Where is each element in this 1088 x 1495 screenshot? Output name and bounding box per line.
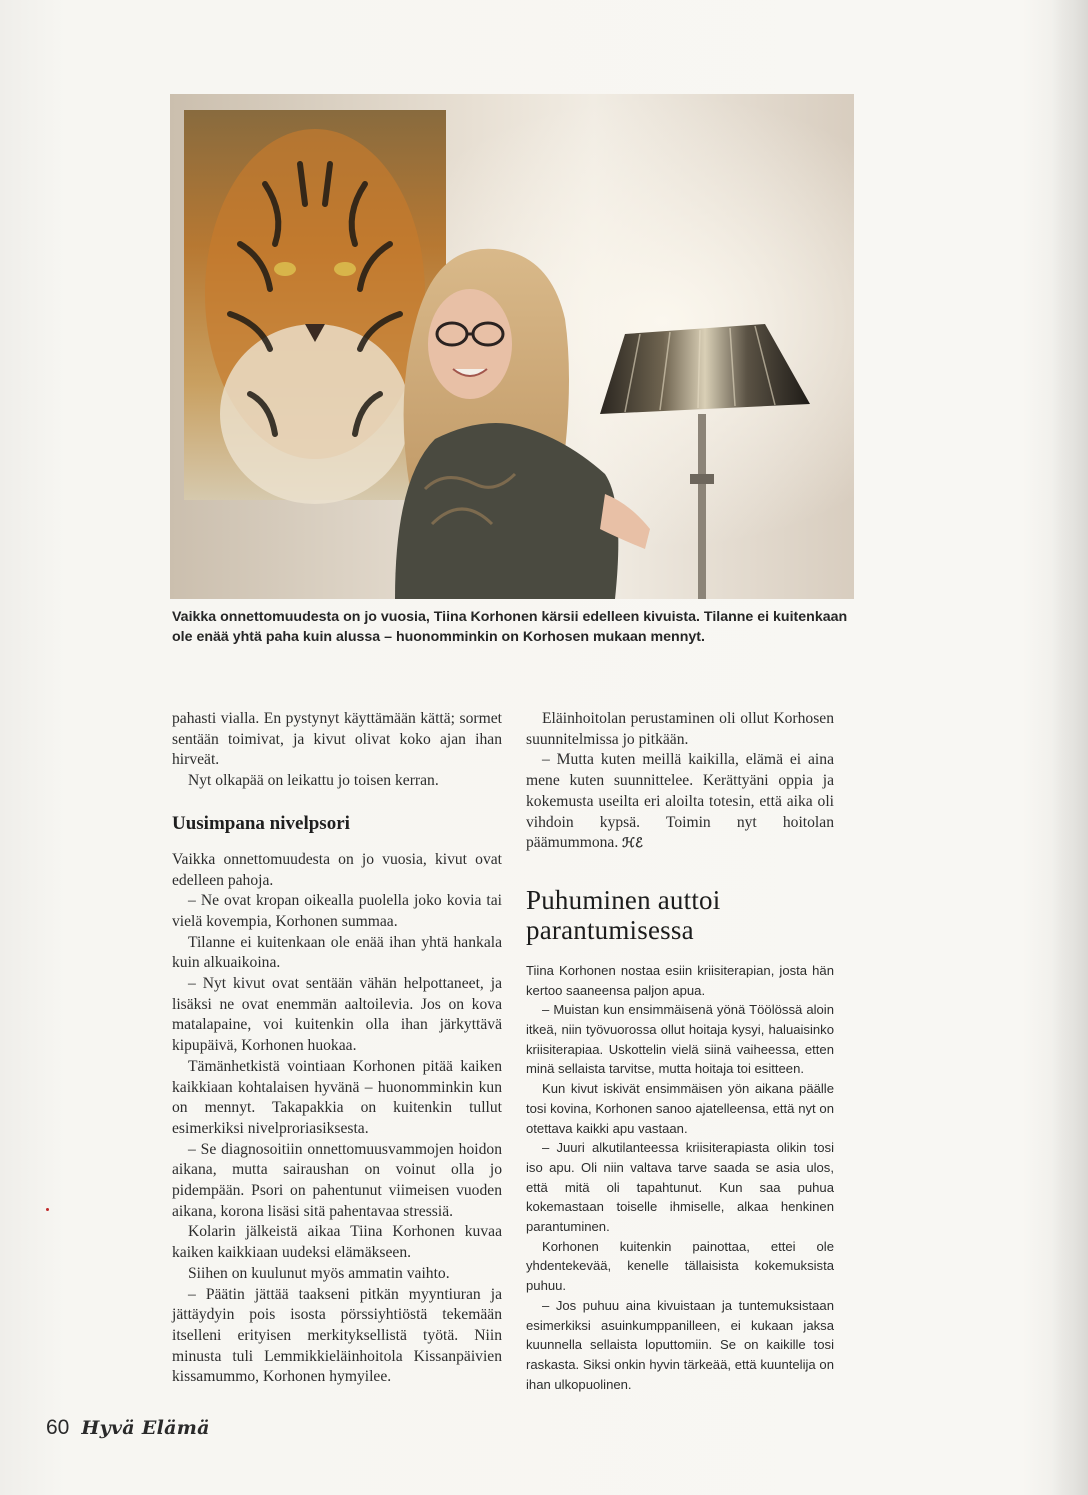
paragraph: – Se diagnosoitiin onnettomuusvammojen hoidon aikana, mutta sairaushan on voinut olla jo pidempään. Psori on pahentunut viimeisen vuoden aikana, korona lisäsi sitä pahentavaa stressiä. xyxy=(172,1140,502,1220)
paragraph: – Muistan kun ensimmäisenä yönä Töölössä aloin itkeä, niin työvuorossa ollut hoitaja kysyi, haluaisinko kriisiterapiaa. Uskottelin vielä siinä vaiheessa, etten minä sellaista tarvitse, mutta hoitaja toi esitteen. xyxy=(526,1002,834,1077)
paragraph: Korhonen kuitenkin painottaa, ettei ole yhdentekevää, kenelle tällaisista kokemuksista puhuu. xyxy=(526,1238,834,1294)
paragraph: – Jos puhuu aina kivuistaan ja tuntemuksistaan esimerkiksi asuinkumppanilleen, ei kukaan jaksa kuunnella sellaista loputtomiin. Se on kaikille tosi raskasta. Siksi onkin hyvin tärkeää, että kuuntelija on ihan ulkopuolinen. xyxy=(526,1297,834,1392)
paragraph: – Juuri alkutilanteessa kriisiterapiasta olikin tosi iso apu. Oli niin valtava tarve saada se asia ulos, että mitä oli tapahtunut. Kun saa puhua kokemastaan toiselle ihmiselle, alkaa henkinen parantuminen. xyxy=(526,1140,834,1235)
page-number: 60 xyxy=(46,1416,70,1439)
print-speck xyxy=(46,1208,49,1211)
paragraph: – Nyt kivut ovat sentään vähän helpottaneet, ja lisäksi ne ovat enemmän aaltoilevia. Jos on kova matalapaine, voi kuitenkin olla ihan järkyttävä kipupäivä, Korhonen huokaa. xyxy=(172,975,502,1055)
page-footer xyxy=(46,1416,210,1440)
right-column xyxy=(526,709,834,1394)
paragraph-text: – Mutta kuten meillä kaikilla, elämä ei aina mene kuten suunnittelee. Kerättyäni oppia ja kokemusta useilta eri aloilta totesin, että aika oli vihdoin kypsä. Toimin nyt hoitolan päämummona. xyxy=(526,751,834,852)
photo-caption: Vaikka onnettomuudesta on jo vuosia, Tiina Korhonen kärsii edelleen kivuista. Tilanne ei kuitenkaan ole enää yhtä paha kuin alussa – huonomminkin on Korhosen mukaan mennyt. xyxy=(172,609,848,645)
paragraph: – Päätin jättää taakseni pitkän myyntiuran ja jättäydyin pois isosta pörssiyhtiöstä tekemään itselleni erityisen merkityksellistä työtä. Niin minusta tuli Lemmikkieläinhoitola Kissanpäivien kissamummo, Korhonen hymyilee. xyxy=(172,1285,502,1386)
paragraph: Siihen on kuulunut myös ammatin vaihto. xyxy=(188,1264,450,1282)
paragraph: Nyt olkapää on leikattu jo toisen kerran. xyxy=(188,772,439,790)
paragraph: pahasti vialla. En pystynyt käyttämään kättä; sormet sentään toimivat, ja kivut olivat koko ajan ihan hirveät. xyxy=(172,710,502,769)
section-heading: Uusimpana nivelpsori xyxy=(172,812,350,834)
left-column xyxy=(172,709,502,1388)
paragraph: Vaikka onnettomuudesta on jo vuosia, kivut ovat edelleen pahoja. xyxy=(172,850,502,889)
paragraph: Eläinhoitolan perustaminen oli ollut Korhosen suunnitelmissa jo pitkään. xyxy=(526,710,834,748)
article-photo xyxy=(170,94,854,599)
paragraph: – Ne ovat kropan oikealla puolella joko kovia tai vielä kovempia, Korhonen summaa. xyxy=(172,892,502,930)
sidebar-heading: Puhuminen auttoi parantumisessa xyxy=(526,884,721,945)
magazine-logo: Hyvä Elämä xyxy=(81,1417,210,1439)
paragraph: Kun kivut iskivät ensimmäisen yön aikana päälle tosi kovina, Korhonen sanoo ajatelleensa, että nyt on otettava kaikki apu vastaan. xyxy=(526,1081,834,1136)
binding-shadow xyxy=(1052,0,1088,1495)
sidebar-story xyxy=(526,961,834,1394)
photo-illustration xyxy=(170,94,854,599)
paragraph: Tilanne ei kuitenkaan ole enää ihan yhtä hankala kuin alkuaikoina. xyxy=(172,933,502,972)
paragraph: Tiina Korhonen nostaa esiin kriisiterapian, josta hän kertoo saaneensa paljon apua. xyxy=(526,962,834,998)
paragraph xyxy=(526,750,834,855)
paragraph: Kolarin jälkeistä aikaa Tiina Korhonen kuvaa kaiken kaikkiaan uudeksi elämäkseen. xyxy=(172,1223,502,1262)
author-endmark: ℋℰ xyxy=(622,836,643,852)
paragraph: Tämänhetkistä vointiaan Korhonen pitää kaiken kaikkiaan kohtalaisen hyvänä – huonomminkin kun on mennyt. Takapakkia on kuitenkin tullut esimerkiksi nivelproriasiksesta. xyxy=(172,1057,502,1137)
